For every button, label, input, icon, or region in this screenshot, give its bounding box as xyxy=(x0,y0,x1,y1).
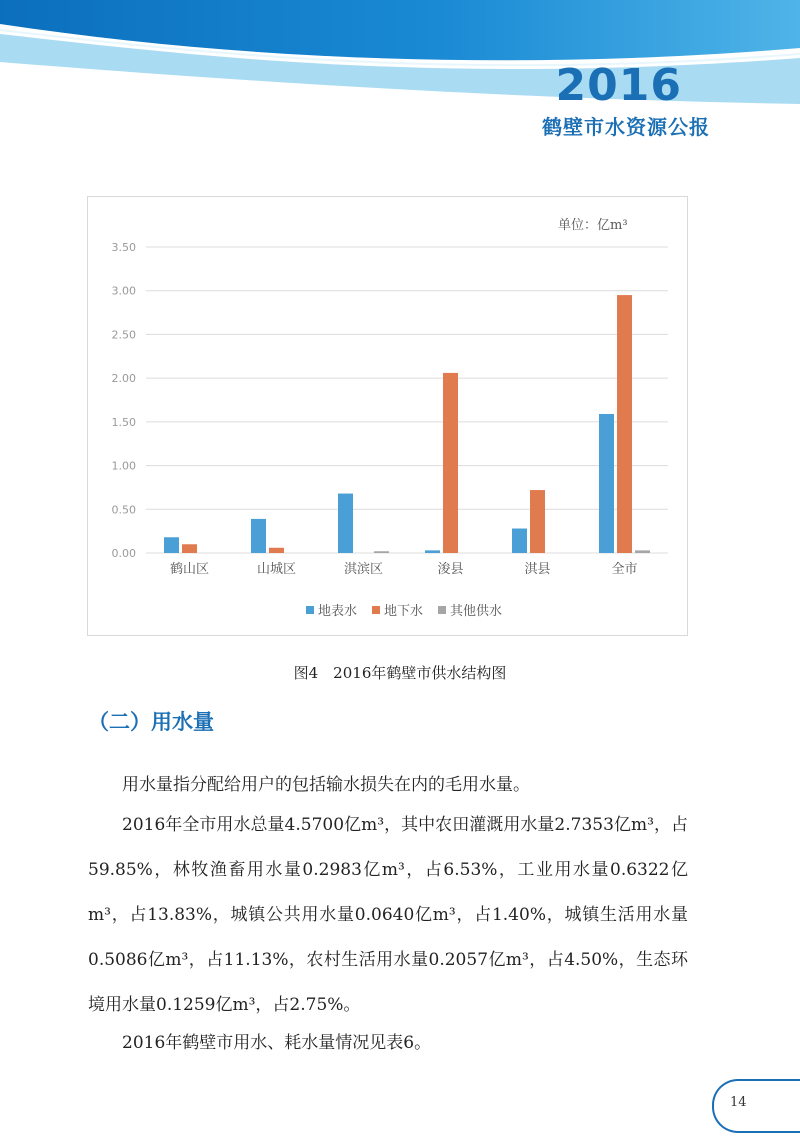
bar xyxy=(617,295,632,553)
x-category-label: 山城区 xyxy=(256,562,297,577)
bar xyxy=(635,550,650,553)
x-category-label: 鹤山区 xyxy=(169,562,210,577)
paragraph-definition: 用水量指分配给用户的包括输水损失在内的毛用水量。 xyxy=(122,775,530,795)
legend-label: 其他供水 xyxy=(450,604,503,619)
paragraph-water-use: 2016年全市用水总量4.5700亿m³，其中农田灌溉用水量2.7353亿m³，占59.85%，林牧渔畜用水量0.2983亿m³，占6.53%，工业用水量0.6322亿m³，占13.83%，城镇公共用水量0.0640亿m³，占1.40%，城镇生活用水量0.5086亿m³，占11.13%，农村生活用水量0.2057亿m³，占4.50%，生态环境用水量0.1259亿m³，占2.75%。 xyxy=(88,815,688,1015)
bar xyxy=(530,490,545,553)
bar xyxy=(599,414,614,553)
paragraph-table-reference: 2016年鹤壁市用水、耗水量情况见表6。 xyxy=(122,1033,432,1053)
header-year: 2016 xyxy=(555,60,682,111)
bar xyxy=(251,519,266,553)
bar xyxy=(425,550,440,553)
page-number: 14 xyxy=(730,1095,747,1110)
bar xyxy=(182,544,197,553)
x-category-label: 浚县 xyxy=(437,562,464,577)
legend-label: 地下水 xyxy=(384,604,424,619)
bar xyxy=(512,529,527,553)
y-tick-label: 3.00 xyxy=(111,284,136,298)
legend-swatch xyxy=(306,606,314,614)
bar-chart xyxy=(88,197,687,635)
y-tick-label: 1.50 xyxy=(111,415,136,429)
page-number-tab xyxy=(712,1079,800,1133)
y-tick-label: 0.50 xyxy=(111,503,136,517)
section-heading: （二）用水量 xyxy=(88,710,214,734)
chart-frame xyxy=(87,196,688,636)
y-tick-label: 0.00 xyxy=(111,547,136,560)
y-tick-label: 2.00 xyxy=(111,372,136,386)
bar xyxy=(164,537,179,553)
x-category-label: 淇滨区 xyxy=(343,562,384,577)
x-category-label: 全市 xyxy=(611,562,638,577)
x-category-label: 淇县 xyxy=(524,562,551,577)
bar xyxy=(338,494,353,553)
header-report-title: 鹤壁市水资源公报 xyxy=(542,115,710,139)
legend-swatch xyxy=(372,606,380,614)
bar xyxy=(269,548,284,553)
bar xyxy=(374,551,389,553)
y-tick-label: 2.50 xyxy=(111,328,136,342)
bar xyxy=(443,373,458,553)
y-tick-label: 1.00 xyxy=(111,459,136,473)
y-tick-label: 3.50 xyxy=(111,241,136,254)
chart-unit-label: 单位：亿m³ xyxy=(558,218,628,233)
legend-label: 地表水 xyxy=(318,604,358,619)
figure-caption: 图4 2016年鹤壁市供水结构图 xyxy=(293,664,507,682)
legend-swatch xyxy=(438,606,446,614)
